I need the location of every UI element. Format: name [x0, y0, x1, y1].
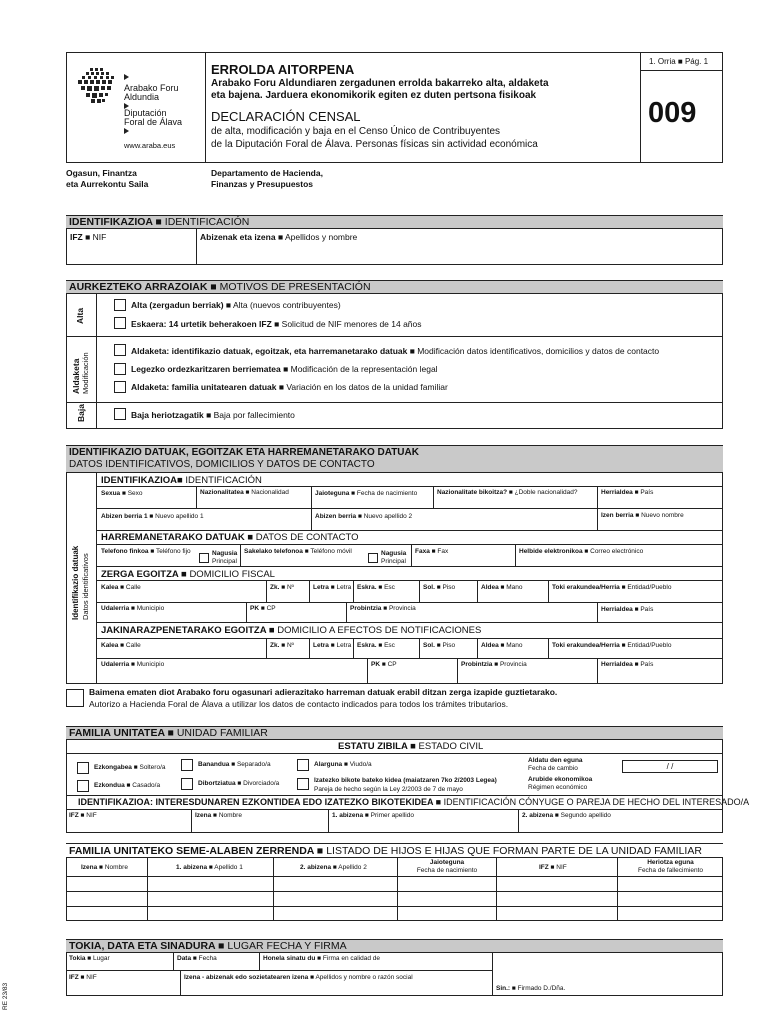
- divorciado-checkbox[interactable]: [181, 778, 193, 790]
- notif-col-3: [353, 638, 354, 658]
- pais-label-1: Herrialdea ■ País: [601, 489, 654, 496]
- familia-line-2: [66, 795, 723, 796]
- dept-es-1: Departamento de Hacienda,: [211, 168, 323, 178]
- title-eu: ERROLDA AITORPENA: [211, 62, 355, 77]
- fiscal-mano-label: Aldea ■ Mano: [481, 584, 523, 591]
- hijos-col-2: [273, 857, 274, 921]
- fiscal-provincia-label: Probintzia ■ Provincia: [350, 605, 416, 612]
- fiscal-pais-label: Herrialdea ■ País: [601, 606, 654, 613]
- logo-line-3: Diputación: [124, 108, 167, 118]
- calidad-label: Honela sinatu du ■ Firma en calidad de: [263, 955, 381, 962]
- fiscal-col-6: [548, 580, 549, 602]
- conyuge-nombre-label: Izena ■ Nombre: [195, 812, 242, 819]
- email-label: Helbide elektronikoa ■ Correo electrónico: [519, 548, 644, 555]
- separado-checkbox[interactable]: [181, 759, 193, 771]
- notif-col-6: [548, 638, 549, 658]
- notif-esc-label: Eskra. ■ Esc: [357, 642, 395, 649]
- divorciado-label: Dibortziatua ■ Divorciado/a: [198, 780, 280, 787]
- datos-col-h: [411, 544, 412, 566]
- soltero-label: Ezkongabea ■ Soltero/a: [94, 764, 166, 771]
- fiscal-cp-label: PK ■ CP: [250, 605, 276, 612]
- telefono-fijo-label: Telefono finkoa ■ Teléfono fijo: [101, 548, 191, 555]
- razon-social-label: Izena - abizenak edo sozietatearen izena ■ Apellidos y nombre o razón social: [184, 974, 413, 981]
- notif-pais-label: Herrialdea ■ País: [601, 661, 654, 668]
- conyuge-apellido1-label: 1. abizena ■ Primer apellido: [332, 812, 414, 819]
- casado-checkbox[interactable]: [77, 780, 89, 792]
- dept-es-2: Finanzas y Presupuestos: [211, 179, 314, 189]
- datos-side-label-eu: Identifikazio datuak: [71, 545, 80, 620]
- conyuge-apellido2-label: 2. abizena ■ Segundo apellido: [522, 812, 611, 819]
- nif-label: IFZ ■ NIF: [70, 232, 107, 242]
- dept-eu-1: Ogasun, Finantza: [66, 168, 137, 178]
- firma-nif-label: IFZ ■ NIF: [69, 974, 97, 981]
- fiscal-col-3: [353, 580, 354, 602]
- datos-col-i: [515, 544, 516, 566]
- hijos-col-nombre: Izena ■ Nombre: [81, 864, 128, 871]
- movil-label: Sakelako telefonoa ■ Teléfono móvil: [244, 548, 352, 555]
- fiscal-num-label: Zk. ■ Nº: [270, 584, 295, 591]
- casado-label: Ezkondua ■ Casado/a: [94, 782, 161, 789]
- datos-col-c: [433, 486, 434, 508]
- alta-side-label: Alta: [75, 307, 85, 324]
- representacion-legal-option-label: Legezko ordezkaritzaren berriematea ■ Modificación de la representación legal: [131, 364, 438, 374]
- datos-row-line-8: [96, 622, 723, 623]
- page-label: 1. Orria ■ Pág. 1: [649, 57, 709, 66]
- fiscal-letra-label: Letra ■ Letra: [313, 584, 352, 591]
- identificacion-band: IDENTIFIKAZIOA ■ IDENTIFICACIÓN: [66, 215, 723, 228]
- autorizacion-text-es: Autorizo a Hacienda Foral de Álava a utilizar los datos de contacto indicados para todos los trámites tributarios.: [89, 699, 509, 709]
- name-input[interactable]: [198, 244, 720, 263]
- subtitle-eu-1: Arabako Foru Aldundiaren zergadunen errolda bakarreko alta, aldaketa: [211, 78, 549, 89]
- firma-col-2: [259, 952, 260, 970]
- name-label: Abizenak eta izena ■ Apellidos y nombre: [200, 232, 358, 242]
- notif-letra-label: Letra ■ Letra: [313, 642, 352, 649]
- conyuge-col-3: [518, 809, 519, 833]
- subtitle-eu-2: eta bajena. Jarduera ekonomikorik egiten ez duten pertsona fisikoak: [211, 90, 537, 101]
- alta-option-label: Alta (zergadun berriak) ■ Alta (nuevos contribuyentes): [131, 300, 341, 310]
- motivos-band: AURKEZTEKO ARRAZOIAK ■ MOTIVOS DE PRESENTACIÓN: [66, 280, 723, 293]
- fiscal-col-7: [246, 602, 247, 622]
- header-page-line: [640, 70, 723, 71]
- contacto-subheader: HARREMANETARAKO DATUAK ■ DATOS DE CONTACTO: [101, 532, 359, 543]
- hijos-col-apellido2: 2. abizena ■ Apellido 2: [300, 864, 367, 871]
- datos-side-label-es: Datos identificativos: [81, 553, 90, 620]
- firmado-label: Sin.: ■ Firmado D./Dña.: [496, 985, 566, 992]
- notificaciones-subheader: JAKINARAZPENETARAKO EGOITZA ■ DOMICILIO A EFECTOS DE NOTIFICACIONES: [101, 625, 482, 636]
- fiscal-esc-label: Eskra. ■ Esc: [357, 584, 395, 591]
- nuevo-apellido-2-label: Abizen berria ■ Nuevo apellido 2: [315, 513, 413, 520]
- datos-side-divider: [96, 472, 97, 684]
- modificacion-datos-checkbox[interactable]: [114, 344, 126, 356]
- datos-col-f: [597, 508, 598, 530]
- fiscal-entidad-label: Toki erakundea/Herria ■ Entidad/Pueblo: [552, 584, 672, 591]
- hijos-header: FAMILIA UNITATEKO SEME-ALABEN ZERRENDA ■ LISTADO DE HIJOS E HIJAS QUE FORMAN PARTE DE LA UNIDAD FAMILIAR: [66, 843, 723, 857]
- estado-civil-header: ESTATU ZIBILA ■ ESTADO CIVIL: [338, 741, 484, 752]
- ident-subheader: IDENTIFIKAZIOA■ IDENTIFICACIÓN: [101, 475, 262, 486]
- notif-col-5: [477, 638, 478, 658]
- datos-row-line-7: [96, 602, 723, 603]
- hijos-col-fecha-nac: Jaioteguna Fecha de nacimiento: [416, 859, 478, 874]
- conyuge-header: IDENTIFIKAZIOA: INTERESDUNAREN EZKONTIDEA EDO IZATEZKO BIKOTEKIDEA ■ IDENTIFICACIÓN CÓNYUGE O PAREJA DE HECHO DEL INTERESADO/A: [78, 797, 750, 807]
- datos-row-line-5: [96, 566, 723, 567]
- notif-mano-label: Aldea ■ Mano: [481, 642, 523, 649]
- hijos-col-apellido1: 1. abizena ■ Apellido 1: [176, 864, 243, 871]
- pareja-hecho-checkbox[interactable]: [297, 778, 309, 790]
- notif-col-8: [457, 658, 458, 684]
- notif-calle-label: Kalea ■ Calle: [101, 642, 141, 649]
- conyuge-col-1: [191, 809, 192, 833]
- autorizacion-checkbox[interactable]: [66, 689, 84, 707]
- motivos-line-1: [66, 336, 723, 337]
- fax-label: Faxa ■ Fax: [415, 548, 449, 555]
- notif-col-4: [419, 638, 420, 658]
- familia-line-1: [66, 753, 723, 754]
- datos-col-e: [311, 508, 312, 530]
- baja-fallecimiento-option-label: Baja heriotzagatik ■ Baja por fallecimiento: [131, 410, 295, 420]
- movil-principal-label: Nagusia Principal: [381, 550, 407, 565]
- website: www.araba.eus: [124, 141, 176, 150]
- hijos-col-fecha-fall: Heriotza eguna Fecha de fallecimiento: [637, 859, 704, 874]
- hijos-row-2: [66, 891, 723, 892]
- nuevo-apellido-1-label: Abizen berria 1 ■ Nuevo apellido 1: [101, 513, 204, 520]
- datos-row-line-10: [96, 658, 723, 659]
- logo-arrow-3-icon: [124, 128, 129, 134]
- modificacion-side-label: Modificación: [81, 352, 90, 394]
- nif-menores-option-label: Eskaera: 14 urtetik beherakoen IFZ ■ Solicitud de NIF menores de 14 años: [131, 319, 422, 329]
- datos-row-line-3: [96, 530, 723, 531]
- form-number: 009: [648, 97, 697, 129]
- fiscal-calle-label: Kalea ■ Calle: [101, 584, 141, 591]
- subtitle-es-1: de alta, modificación y baja en el Censo Único de Contribuyentes: [211, 126, 501, 137]
- notif-col-9: [597, 658, 598, 684]
- notif-num-label: Zk. ■ Nº: [270, 642, 295, 649]
- footer-ref: RE 23/83: [2, 982, 9, 1010]
- hijos-row-3: [66, 906, 723, 907]
- notif-cp-label: PK ■ CP: [371, 661, 397, 668]
- motivos-side-divider: [96, 293, 97, 429]
- representacion-legal-checkbox[interactable]: [114, 363, 126, 375]
- notif-entidad-label: Toki erakundea/Herria ■ Entidad/Pueblo: [552, 642, 672, 649]
- firma-line-1: [66, 970, 492, 971]
- notif-col-1: [266, 638, 267, 658]
- logo-line-4: Foral de Álava: [124, 117, 183, 127]
- notif-col-7: [367, 658, 368, 684]
- viudo-checkbox[interactable]: [297, 759, 309, 771]
- movil-principal-checkbox[interactable]: [368, 553, 378, 563]
- aldaketa-side-label: Aldaketa: [71, 358, 81, 394]
- motivos-line-2: [66, 402, 723, 403]
- nacionalidad-label: Nazionalitatea ■ Nacionalidad: [200, 489, 289, 496]
- datos-row-line-4: [96, 544, 723, 545]
- fecha-label: Data ■ Fecha: [177, 955, 217, 962]
- modificacion-datos-option-label: Aldaketa: identifikazio datuak, egoitzak, eta harremanetarako datuak ■ Modificación datos identificativos, domicilios y datos de contacto: [131, 346, 660, 356]
- fecha-cambio-label: Aldatu den eguna Fecha de cambio: [528, 757, 583, 772]
- fiscal-col-1: [266, 580, 267, 602]
- header-divider-1: [205, 52, 206, 163]
- identificacion-divider: [196, 228, 197, 265]
- alta-checkbox[interactable]: [114, 299, 126, 311]
- pareja-hecho-label: Izatezko bikote bateko kidea (maiatzaren 7ko 2/2003 Legea) Pareja de hecho según la Ley 2/2003 de 7 de mayo: [314, 777, 497, 793]
- hijos-col-4: [496, 857, 497, 921]
- motivos-box: [66, 293, 723, 429]
- conyuge-col-2: [328, 809, 329, 833]
- notif-municipio-label: Udalerria ■ Municipio: [101, 661, 165, 668]
- fecha-nacimiento-label: Jaioteguna ■ Fecha de nacimiento: [315, 490, 418, 497]
- fiscal-col-5: [477, 580, 478, 602]
- nif-input[interactable]: [68, 244, 194, 263]
- fiscal-col-9: [597, 602, 598, 622]
- fiscal-municipio-label: Udalerria ■ Municipio: [101, 605, 165, 612]
- viudo-label: Alarguna ■ Viudo/a: [314, 761, 372, 768]
- fiscal-col-2: [309, 580, 310, 602]
- datos-col-d: [597, 486, 598, 508]
- hijos-row-1: [66, 876, 723, 877]
- datos-row-line-1: [96, 486, 723, 487]
- datos-row-line-9: [96, 638, 723, 639]
- arabako-foru-logo-icon: [76, 66, 120, 106]
- datos-band: IDENTIFIKAZIO DATUAK, EGOITZAK ETA HARREMANETARAKO DATUAK DATOS IDENTIFICATIVOS, DOMICILIOS Y DATOS DE CONTACTO: [66, 445, 723, 472]
- logo-line-2: Aldundia: [124, 92, 160, 102]
- soltero-checkbox[interactable]: [77, 762, 89, 774]
- datos-row-line-6: [96, 580, 723, 581]
- familia-band: FAMILIA UNITATEA ■ UNIDAD FAMILIAR: [66, 726, 723, 739]
- logo-arrow-1-icon: [124, 74, 129, 80]
- notif-piso-label: Sol. ■ Piso: [423, 642, 456, 649]
- fecha-cambio-input[interactable]: / /: [622, 760, 718, 773]
- firma-col-1: [173, 952, 174, 970]
- firma-band: TOKIA, DATA ETA SINADURA ■ LUGAR FECHA Y FIRMA: [66, 939, 723, 952]
- dept-eu-2: eta Aurrekontu Saila: [66, 179, 149, 189]
- notif-col-2: [309, 638, 310, 658]
- title-es: DECLARACIÓN CENSAL: [211, 109, 361, 124]
- lugar-label: Tokia ■ Lugar: [69, 955, 110, 962]
- datos-row-line-2: [96, 508, 723, 509]
- baja-fallecimiento-checkbox[interactable]: [114, 408, 126, 420]
- datos-col-a: [196, 486, 197, 508]
- unidad-familiar-checkbox[interactable]: [114, 381, 126, 393]
- hijos-col-nif: IFZ ■ NIF: [539, 864, 567, 871]
- header-divider-2: [640, 52, 641, 163]
- doble-nacionalidad-label: Nazionalitate bikoitza? ■ ¿Doble nacionalidad?: [437, 489, 578, 496]
- notif-provincia-label: Probintzia ■ Provincia: [461, 661, 527, 668]
- baja-side-label: Baja: [76, 404, 86, 422]
- telefono-fijo-principal-checkbox[interactable]: [199, 553, 209, 563]
- fiscal-subheader: ZERGA EGOITZA ■ DOMICILIO FISCAL: [101, 569, 275, 580]
- conyuge-nif-label: IFZ ■ NIF: [69, 812, 97, 819]
- familia-line-3: [66, 809, 723, 810]
- telefono-fijo-principal-label: Nagusia Principal: [212, 550, 238, 565]
- nif-menores-checkbox[interactable]: [114, 317, 126, 329]
- autorizacion-text-eu: Baimena ematen diot Arabako foru ogasunari adierazitako harreman datuak erabil ditzan zerga izapide guztietarako.: [89, 687, 558, 697]
- logo-line-1: Arabako Foru: [124, 83, 179, 93]
- fiscal-col-4: [419, 580, 420, 602]
- fiscal-piso-label: Sol. ■ Piso: [423, 584, 456, 591]
- nuevo-nombre-label: Izen berria ■ Nuevo nombre: [601, 512, 684, 519]
- regimen-label: Arubide ekonomikoa Régimen económico: [528, 776, 593, 791]
- firma-col-4: [180, 970, 181, 996]
- hijos-col-1: [147, 857, 148, 921]
- datos-col-g: [240, 544, 241, 566]
- fiscal-col-8: [346, 602, 347, 622]
- sexo-label: Sexua ■ Sexo: [101, 490, 143, 497]
- separado-label: Banandua ■ Separado/a: [198, 761, 271, 768]
- datos-col-b: [311, 486, 312, 508]
- firma-col-3: [492, 952, 493, 996]
- subtitle-es-2: de la Diputación Foral de Álava. Personas físicas sin actividad económica: [211, 139, 538, 150]
- unidad-familiar-option-label: Aldaketa: familia unitatearen datuak ■ Variación en los datos de la unidad familiar: [131, 382, 448, 392]
